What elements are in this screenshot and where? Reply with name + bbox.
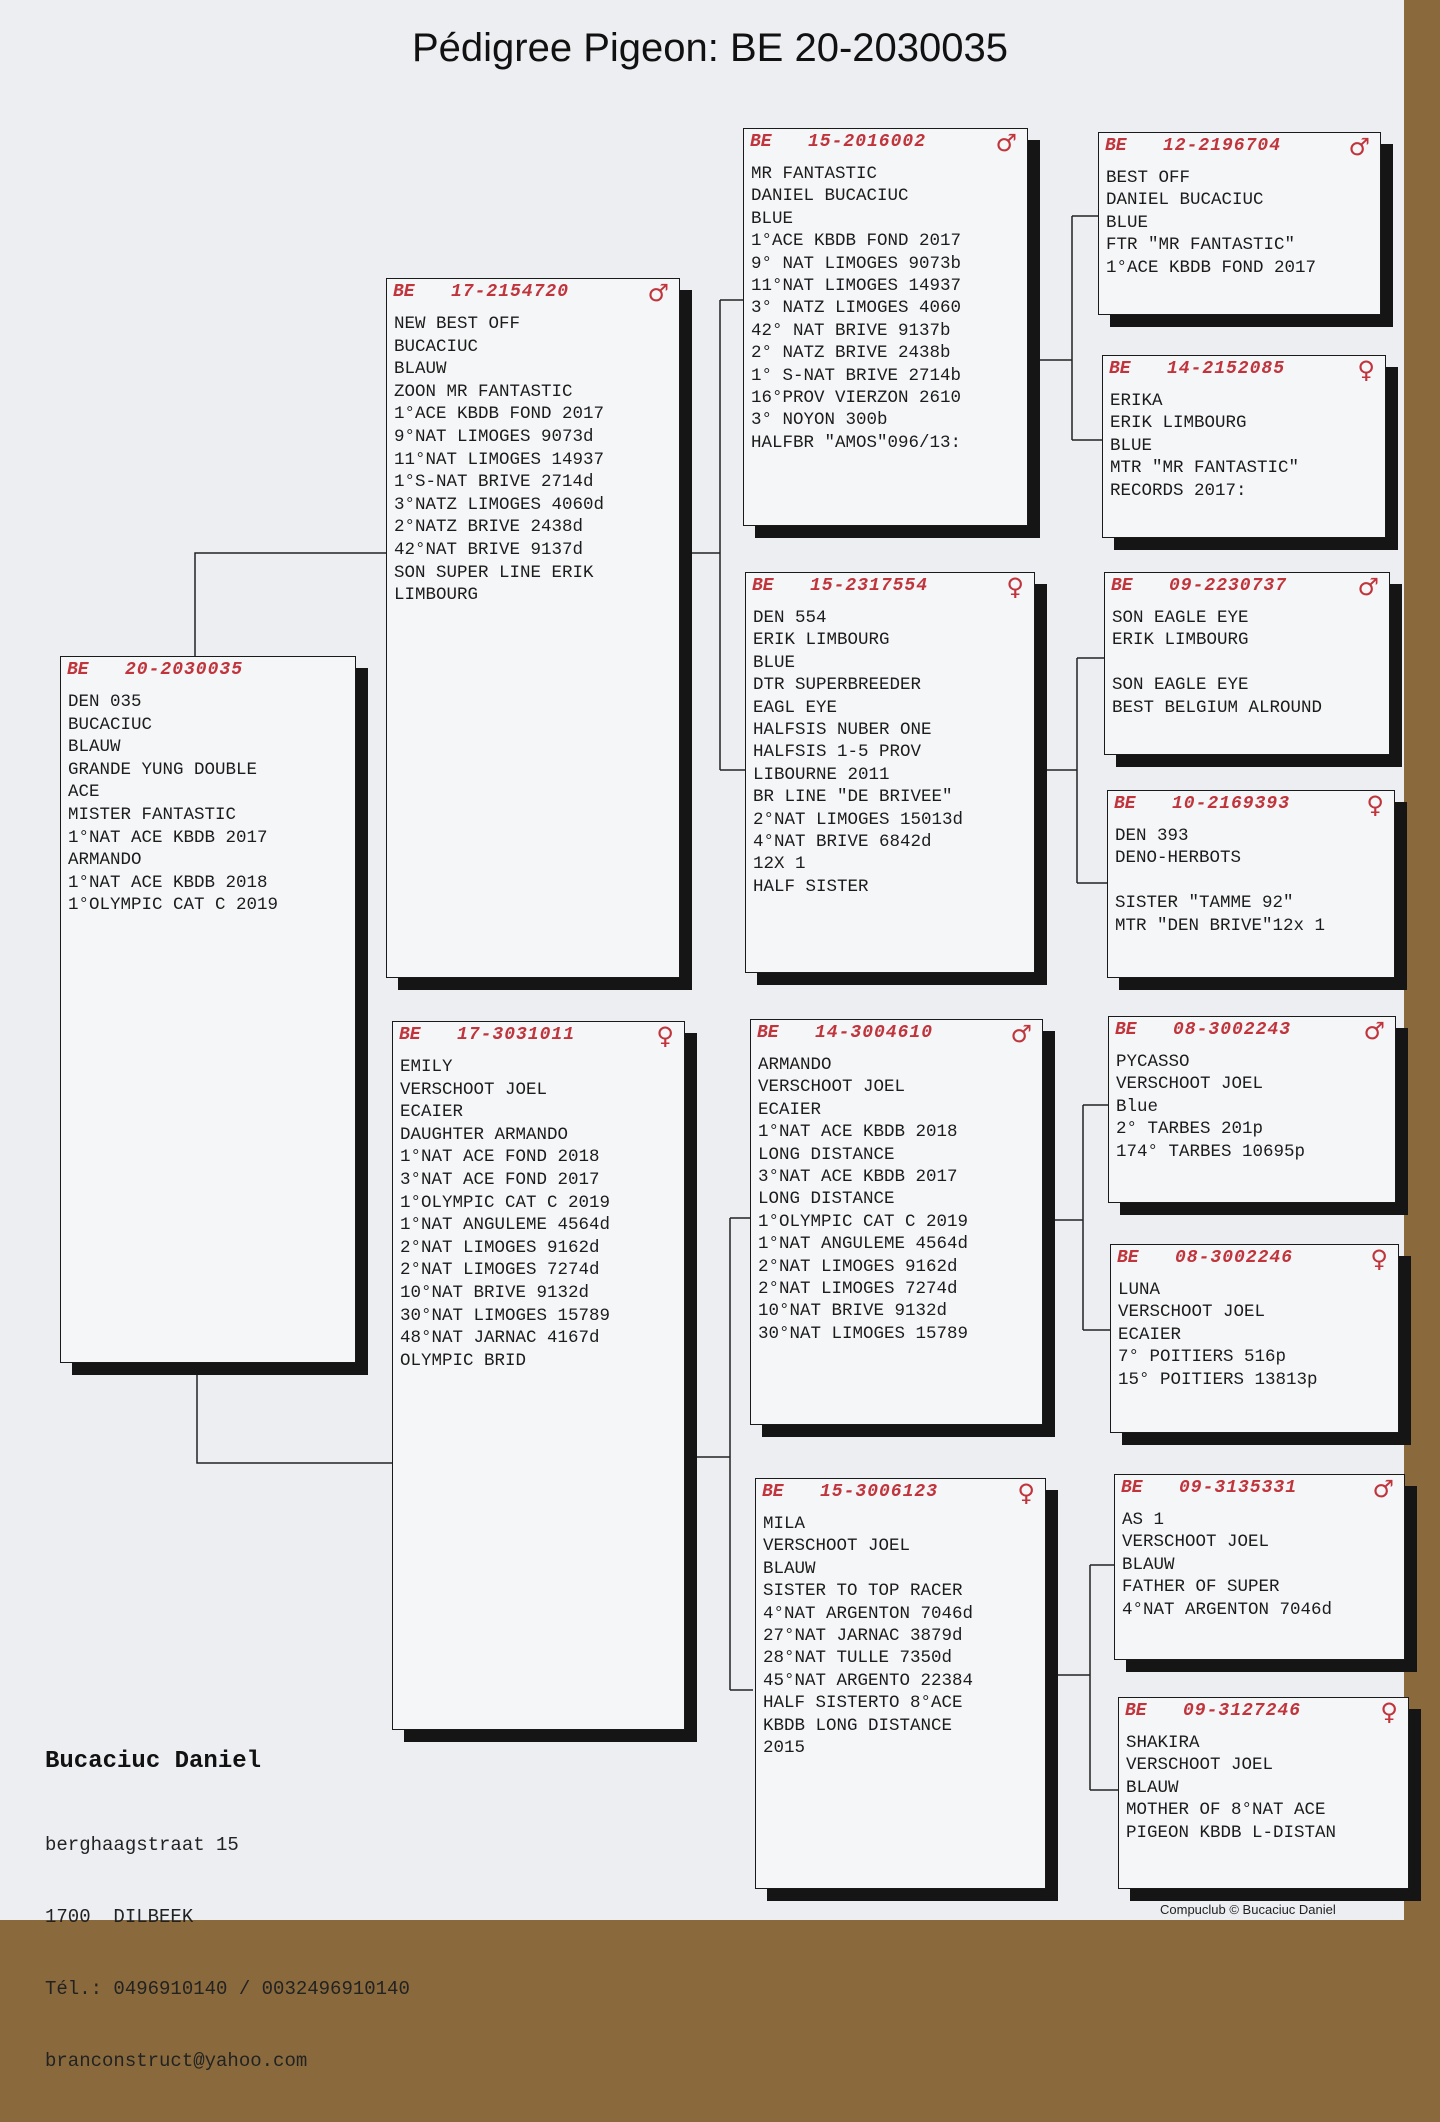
info-line: 2°NAT LIMOGES 7274d: [400, 1260, 600, 1281]
pigeon-card-dam-dam-sire: [1114, 1474, 1405, 1660]
info-line: BLAUW: [763, 1558, 816, 1579]
info-line: HALF SISTER: [753, 876, 869, 897]
info-line: VERSCHOOT JOEL: [758, 1077, 906, 1098]
owner-city: 1700 DILBEEK: [45, 1906, 194, 1928]
female-symbol-icon: ♀: [1366, 791, 1384, 819]
info-line: DTR SUPERBREEDER: [753, 675, 922, 696]
ring-number: 08-3002243: [1173, 1020, 1292, 1040]
country-code: BE: [757, 1023, 779, 1043]
pigeon-info: [753, 607, 1030, 898]
info-line: LONG DISTANCE: [758, 1144, 895, 1165]
info-line: FATHER OF SUPER: [1122, 1577, 1280, 1598]
info-line: BLAUW: [1126, 1777, 1179, 1798]
ring-header: [752, 573, 1024, 601]
female-symbol-icon: ♀: [1380, 1698, 1398, 1726]
info-line: 28°NAT TULLE 7350d: [763, 1648, 953, 1669]
info-line: BEST OFF: [1106, 168, 1191, 188]
info-line: 3°NAT ACE FOND 2017: [400, 1169, 600, 1190]
info-line: HALFSIS NUBER ONE: [753, 719, 932, 740]
country-code: BE: [1109, 359, 1131, 379]
info-line: 30°NAT LIMOGES 15789: [758, 1323, 969, 1344]
info-line: 42°NAT BRIVE 9137d: [394, 539, 584, 560]
female-symbol-icon: ♀: [1006, 573, 1024, 601]
country-code: BE: [762, 1482, 784, 1502]
info-line: 4°NAT BRIVE 6842d: [753, 831, 932, 852]
info-line: 16°PROV VIERZON 2610: [751, 387, 962, 408]
pigeon-card-sire: [386, 278, 680, 978]
info-line: SHAKIRA: [1126, 1733, 1200, 1753]
pigeon-card-dam-sire-dam: [1110, 1244, 1399, 1433]
info-line: 1° S-NAT BRIVE 2714b: [751, 365, 962, 386]
ring-number: 14-3004610: [815, 1023, 934, 1043]
info-line: DENO-HERBOTS: [1115, 848, 1242, 869]
info-line: 2°NAT LIMOGES 15013d: [753, 809, 964, 830]
info-line: VERSCHOOT JOEL: [1116, 1074, 1264, 1095]
info-line: VERSCHOOT JOEL: [400, 1079, 548, 1100]
ring-number: 09-3127246: [1183, 1701, 1302, 1721]
male-symbol-icon: ♂: [995, 129, 1017, 157]
info-line: BLUE: [1106, 212, 1149, 233]
country-code: BE: [1114, 794, 1136, 814]
info-line: 2°NAT LIMOGES 7274d: [758, 1278, 958, 1299]
male-symbol-icon: ♂: [1348, 133, 1370, 161]
info-line: ERIK LIMBOURG: [753, 630, 890, 651]
info-line: BLAUW: [1122, 1554, 1175, 1575]
pigeon-card-subject: [60, 656, 356, 1363]
pigeon-card-sire-sire: [743, 128, 1028, 526]
info-line: 45°NAT ARGENTO 22384: [763, 1670, 974, 1691]
info-line: 15° POITIERS 13813p: [1118, 1369, 1318, 1390]
pigeon-info: [1126, 1732, 1404, 1844]
pigeon-info: [1115, 825, 1390, 937]
country-code: BE: [393, 282, 415, 302]
info-line: ERIKA: [1110, 391, 1163, 411]
info-line: 7° POITIERS 516p: [1118, 1347, 1287, 1368]
info-line: 174° TARBES 10695p: [1116, 1141, 1306, 1162]
info-line: PIGEON KBDB L-DISTAN: [1126, 1822, 1337, 1843]
ring-number: 20-2030035: [125, 660, 244, 680]
info-line: 9° NAT LIMOGES 9073b: [751, 253, 962, 274]
page-title: Pédigree Pigeon: BE 20-2030035: [411, 26, 1008, 70]
ring-number: 14-2152085: [1167, 359, 1286, 379]
info-line: Blue: [1116, 1096, 1159, 1117]
info-line: HALF SISTERTO 8°ACE: [763, 1693, 963, 1714]
ring-number: 12-2196704: [1163, 136, 1282, 156]
info-line: 3°NATZ LIMOGES 4060d: [394, 494, 605, 515]
info-line: ECAIER: [758, 1099, 822, 1120]
info-line: 1°OLYMPIC CAT C 2019: [400, 1192, 611, 1213]
ring-header: [393, 279, 669, 307]
country-code: BE: [750, 132, 772, 152]
info-line: SISTER "TAMME 92": [1115, 893, 1294, 914]
info-line: ZOON MR FANTASTIC: [394, 381, 573, 402]
info-line: 2°NATZ BRIVE 2438d: [394, 517, 584, 538]
ring-header: [1115, 1017, 1385, 1045]
male-symbol-icon: ♂: [1363, 1017, 1385, 1045]
info-line: 1°OLYMPIC CAT C 2019: [758, 1211, 969, 1232]
info-line: MR FANTASTIC: [751, 164, 878, 184]
info-line: [1115, 870, 1390, 892]
female-symbol-icon: ♀: [1370, 1245, 1388, 1273]
pigeon-info: [400, 1056, 680, 1372]
info-line: 2°NAT LIMOGES 9162d: [400, 1237, 600, 1258]
info-line: HALFBR "AMOS"096/13:: [751, 432, 962, 453]
info-line: VERSCHOOT JOEL: [1118, 1302, 1266, 1323]
ring-header: [1114, 791, 1384, 819]
ring-number: 15-3006123: [820, 1482, 939, 1502]
info-line: 1°NAT ACE KBDB 2018: [68, 872, 268, 893]
info-line: LIBOURNE 2011: [753, 764, 890, 785]
pigeon-info: [1116, 1051, 1391, 1163]
pigeon-info: [1122, 1509, 1400, 1621]
info-line: BLUE: [751, 208, 794, 229]
info-line: 48°NAT JARNAC 4167d: [400, 1328, 600, 1349]
info-line: 2° NATZ BRIVE 2438b: [751, 343, 951, 364]
info-line: ERIK LIMBOURG: [1112, 630, 1249, 651]
info-line: LUNA: [1118, 1280, 1161, 1300]
pigeon-info: [763, 1513, 1041, 1759]
info-line: LONG DISTANCE: [758, 1189, 895, 1210]
ring-header: [1111, 573, 1379, 601]
info-line: 1°NAT ACE FOND 2018: [400, 1147, 600, 1168]
pigeon-info: [1118, 1279, 1394, 1391]
footer-copyright: Compuclub © Bucaciuc Daniel: [1160, 1902, 1336, 1917]
info-line: 27°NAT JARNAC 3879d: [763, 1625, 963, 1646]
info-line: DEN 035: [68, 692, 142, 712]
info-line: DAUGHTER ARMANDO: [400, 1124, 569, 1145]
owner-street: berghaagstraat 15: [45, 1834, 239, 1856]
info-line: 9°NAT LIMOGES 9073d: [394, 426, 594, 447]
country-code: BE: [752, 576, 774, 596]
info-line: SON SUPER LINE ERIK: [394, 562, 594, 583]
info-line: EMILY: [400, 1057, 453, 1077]
pigeon-card-dam-dam: [755, 1478, 1046, 1889]
info-line: 4°NAT ARGENTON 7046d: [763, 1603, 974, 1624]
info-line: FTR "MR FANTASTIC": [1106, 235, 1296, 256]
info-line: 2015: [763, 1737, 806, 1758]
ring-number: 10-2169393: [1172, 794, 1291, 814]
info-line: 42° NAT BRIVE 9137b: [751, 320, 951, 341]
pigeon-card-sire-dam-sire: [1104, 572, 1390, 755]
info-line: 1°NAT ANGULEME 4564d: [400, 1215, 611, 1236]
male-symbol-icon: ♂: [1372, 1475, 1394, 1503]
info-line: BUCACIUC: [394, 336, 479, 357]
info-line: AS 1: [1122, 1510, 1165, 1530]
info-line: SON EAGLE EYE: [1112, 675, 1249, 696]
info-line: SON EAGLE EYE: [1112, 608, 1249, 628]
pigeon-info: [1106, 167, 1376, 279]
info-line: MOTHER OF 8°NAT ACE: [1126, 1800, 1326, 1821]
country-code: BE: [1117, 1248, 1139, 1268]
info-line: 1°NAT ANGULEME 4564d: [758, 1234, 969, 1255]
info-line: GRANDE YUNG DOUBLE: [68, 759, 258, 780]
info-line: DANIEL BUCACIUC: [751, 186, 909, 207]
pigeon-info: [68, 691, 351, 917]
info-line: ARMANDO: [758, 1055, 832, 1075]
ring-number: 17-2154720: [451, 282, 570, 302]
owner-phone: Tél.: 0496910140 / 0032496910140: [45, 1978, 410, 2000]
info-line: MTR "DEN BRIVE"12x 1: [1115, 915, 1326, 936]
male-symbol-icon: ♂: [647, 279, 669, 307]
info-line: ECAIER: [400, 1102, 464, 1123]
pigeon-card-dam: [392, 1021, 685, 1730]
ring-header: [1125, 1698, 1398, 1726]
info-line: 4°NAT ARGENTON 7046d: [1122, 1599, 1333, 1620]
owner-address: [45, 1790, 410, 2122]
country-code: BE: [1105, 136, 1127, 156]
info-line: BLAUW: [68, 737, 121, 758]
info-line: 1°ACE KBDB FOND 2017: [1106, 257, 1317, 278]
info-line: [1112, 652, 1385, 674]
ring-header: [1105, 133, 1370, 161]
info-line: VERSCHOOT JOEL: [763, 1536, 911, 1557]
info-line: MTR "MR FANTASTIC": [1110, 458, 1300, 479]
info-line: OLYMPIC BRID: [400, 1350, 527, 1371]
country-code: BE: [1111, 576, 1133, 596]
country-code: BE: [1125, 1701, 1147, 1721]
info-line: 10°NAT BRIVE 9132d: [758, 1301, 948, 1322]
info-line: 1°ACE KBDB FOND 2017: [394, 404, 605, 425]
ring-number: 09-2230737: [1169, 576, 1288, 596]
pigeon-info: [751, 163, 1023, 454]
ring-header: [762, 1479, 1035, 1507]
info-line: MISTER FANTASTIC: [68, 804, 237, 825]
info-line: 10°NAT BRIVE 9132d: [400, 1282, 590, 1303]
info-line: 11°NAT LIMOGES 14937: [751, 275, 962, 296]
info-line: BEST BELGIUM ALROUND: [1112, 697, 1323, 718]
pigeon-card-sire-sire-dam: [1102, 355, 1386, 538]
info-line: 2°NAT LIMOGES 9162d: [758, 1256, 958, 1277]
info-line: LIMBOURG: [394, 585, 479, 606]
info-line: BLUE: [753, 652, 796, 673]
owner-email: branconstruct@yahoo.com: [45, 2050, 308, 2072]
male-symbol-icon: ♂: [1010, 1020, 1032, 1048]
info-line: EAGL EYE: [753, 697, 838, 718]
pigeon-info: [1110, 390, 1381, 502]
info-line: DANIEL BUCACIUC: [1106, 190, 1264, 211]
info-line: ERIK LIMBOURG: [1110, 413, 1247, 434]
male-symbol-icon: ♂: [1357, 573, 1379, 601]
info-line: BLUE: [1110, 435, 1153, 456]
info-line: BUCACIUC: [68, 714, 153, 735]
country-code: BE: [1121, 1478, 1143, 1498]
info-line: 11°NAT LIMOGES 14937: [394, 449, 605, 470]
ring-number: 09-3135331: [1179, 1478, 1298, 1498]
country-code: BE: [399, 1025, 421, 1045]
info-line: 12X 1: [753, 854, 806, 875]
info-line: DEN 393: [1115, 826, 1189, 846]
info-line: ACE: [68, 782, 100, 803]
info-line: NEW BEST OFF: [394, 314, 521, 334]
ring-header: [757, 1020, 1032, 1048]
female-symbol-icon: ♀: [1017, 1479, 1035, 1507]
pigeon-info: [394, 313, 675, 607]
pigeon-info: [1112, 607, 1385, 719]
info-line: 1°S-NAT BRIVE 2714d: [394, 472, 594, 493]
ring-number: 15-2317554: [810, 576, 929, 596]
pigeon-card-dam-sire-sire: [1108, 1016, 1396, 1203]
ring-number: 08-3002246: [1175, 1248, 1294, 1268]
info-line: 1°NAT ACE KBDB 2017: [68, 827, 268, 848]
info-line: VERSCHOOT JOEL: [1122, 1532, 1270, 1553]
info-line: PYCASSO: [1116, 1052, 1190, 1072]
info-line: HALFSIS 1-5 PROV: [753, 742, 922, 763]
info-line: DEN 554: [753, 608, 827, 628]
country-code: BE: [1115, 1020, 1137, 1040]
info-line: ARMANDO: [68, 850, 142, 871]
info-line: 2° TARBES 201p: [1116, 1119, 1264, 1140]
info-line: BLAUW: [394, 359, 447, 380]
info-line: BR LINE "DE BRIVEE": [753, 787, 953, 808]
info-line: RECORDS 2017:: [1110, 480, 1247, 501]
info-line: ECAIER: [1118, 1324, 1182, 1345]
pigeon-info: [758, 1054, 1038, 1345]
info-line: 1°NAT ACE KBDB 2018: [758, 1122, 958, 1143]
info-line: MILA: [763, 1514, 806, 1534]
ring-header: [1121, 1475, 1394, 1503]
ring-header: [1117, 1245, 1388, 1273]
pigeon-card-sire-dam-dam: [1107, 790, 1395, 978]
info-line: 3° NOYON 300b: [751, 410, 888, 431]
ring-number: 17-3031011: [457, 1025, 576, 1045]
info-line: 3° NATZ LIMOGES 4060: [751, 298, 962, 319]
info-line: SISTER TO TOP RACER: [763, 1581, 963, 1602]
female-symbol-icon: ♀: [1357, 356, 1375, 384]
info-line: 30°NAT LIMOGES 15789: [400, 1305, 611, 1326]
pigeon-card-dam-sire: [750, 1019, 1043, 1425]
owner-name: Bucaciuc Daniel: [45, 1748, 262, 1775]
ring-header: [399, 1022, 674, 1050]
country-code: BE: [67, 660, 89, 680]
info-line: 3°NAT ACE KBDB 2017: [758, 1166, 958, 1187]
info-line: 1°ACE KBDB FOND 2017: [751, 231, 962, 252]
ring-header: [1109, 356, 1375, 384]
info-line: KBDB LONG DISTANCE: [763, 1715, 953, 1736]
pigeon-card-sire-dam: [745, 572, 1035, 973]
ring-header: [67, 660, 345, 684]
ring-number: 15-2016002: [808, 132, 927, 152]
pigeon-card-dam-dam-dam: [1118, 1697, 1409, 1889]
info-line: VERSCHOOT JOEL: [1126, 1755, 1274, 1776]
female-symbol-icon: ♀: [656, 1022, 674, 1050]
pigeon-card-sire-sire-sire: [1098, 132, 1381, 315]
ring-header: [750, 129, 1017, 157]
info-line: 1°OLYMPIC CAT C 2019: [68, 895, 279, 916]
